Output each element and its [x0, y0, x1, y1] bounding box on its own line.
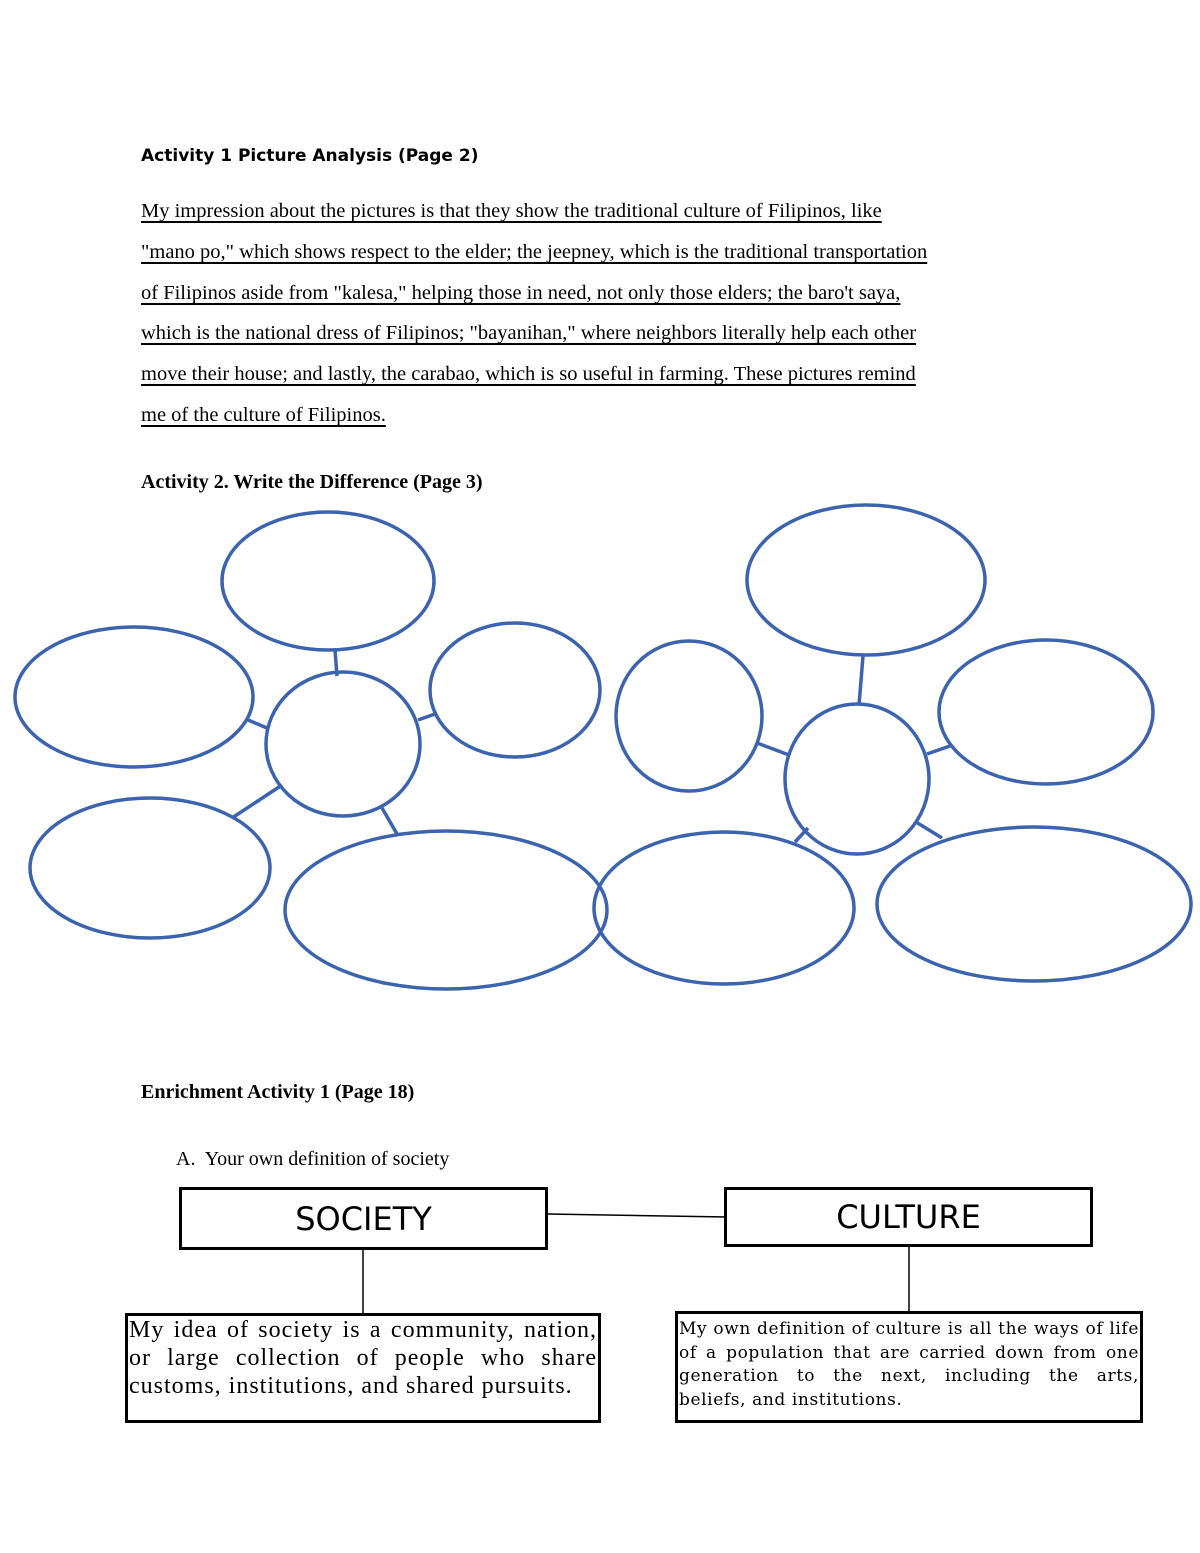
bubble-ellipse[interactable] — [877, 827, 1191, 981]
activity1-heading: Activity 1 Picture Analysis (Page 2) — [141, 146, 479, 166]
center-bubble[interactable] — [785, 704, 929, 854]
answer-line: "mano po," which shows respect to the elder; the jeepney, which is the traditional transportation — [141, 241, 928, 263]
bubble-ellipse[interactable] — [939, 640, 1153, 784]
society-box — [179, 1187, 548, 1250]
connector-line — [916, 822, 942, 838]
society-definition: My idea of society is a community, nation, or large collection of people who share customs, institutions, and shared pursuits. — [129, 1317, 597, 1399]
center-bubble[interactable] — [266, 672, 420, 816]
answer-line: of Filipinos aside from "kalesa," helping those in need, not only those elders; the baro't saya, — [141, 282, 901, 304]
society-title: SOCIETY — [295, 1199, 432, 1238]
bubble-ellipse[interactable] — [430, 623, 600, 757]
enrichment-heading: Enrichment Activity 1 (Page 18) — [141, 1081, 415, 1103]
answer-line: My impression about the pictures is that they show the traditional culture of Filipinos, like — [141, 200, 882, 222]
bubble-ellipse[interactable] — [747, 505, 985, 655]
culture-definition-box[interactable] — [675, 1311, 1143, 1423]
item-a-label: A. Your own definition of society — [176, 1148, 450, 1170]
culture-box — [724, 1187, 1093, 1247]
bubble-ellipse[interactable] — [222, 512, 434, 650]
bubble-ellipse[interactable] — [285, 831, 607, 989]
culture-definition: My own definition of culture is all the ways of life of a population that are carried down from one generation to the next, including the arts, beliefs, and institutions. — [679, 1319, 1139, 1410]
answer-line: which is the national dress of Filipinos; "bayanihan," where neighbors literally help each other — [141, 322, 917, 344]
culture-title: CULTURE — [836, 1198, 981, 1236]
society-culture-connector — [548, 1214, 727, 1217]
connector-line — [382, 808, 397, 834]
society-definition-box[interactable] — [125, 1313, 601, 1423]
connector-line — [418, 714, 435, 720]
connector-line — [232, 785, 282, 818]
answer-line: move their house; and lastly, the carabao, which is so useful in farming. These pictures remind — [141, 363, 916, 385]
bubble-ellipse[interactable] — [594, 832, 854, 984]
answer-line: me of the culture of Filipinos. — [141, 404, 386, 426]
activity2-heading: Activity 2. Write the Difference (Page 3) — [141, 471, 483, 493]
connector-line — [248, 720, 267, 728]
bubble-ellipse[interactable] — [616, 641, 762, 791]
connector-line — [757, 743, 789, 755]
connector-line — [859, 656, 863, 705]
connector-line — [927, 746, 950, 754]
bubble-ellipse[interactable] — [30, 798, 270, 938]
bubble-ellipse[interactable] — [15, 627, 253, 767]
